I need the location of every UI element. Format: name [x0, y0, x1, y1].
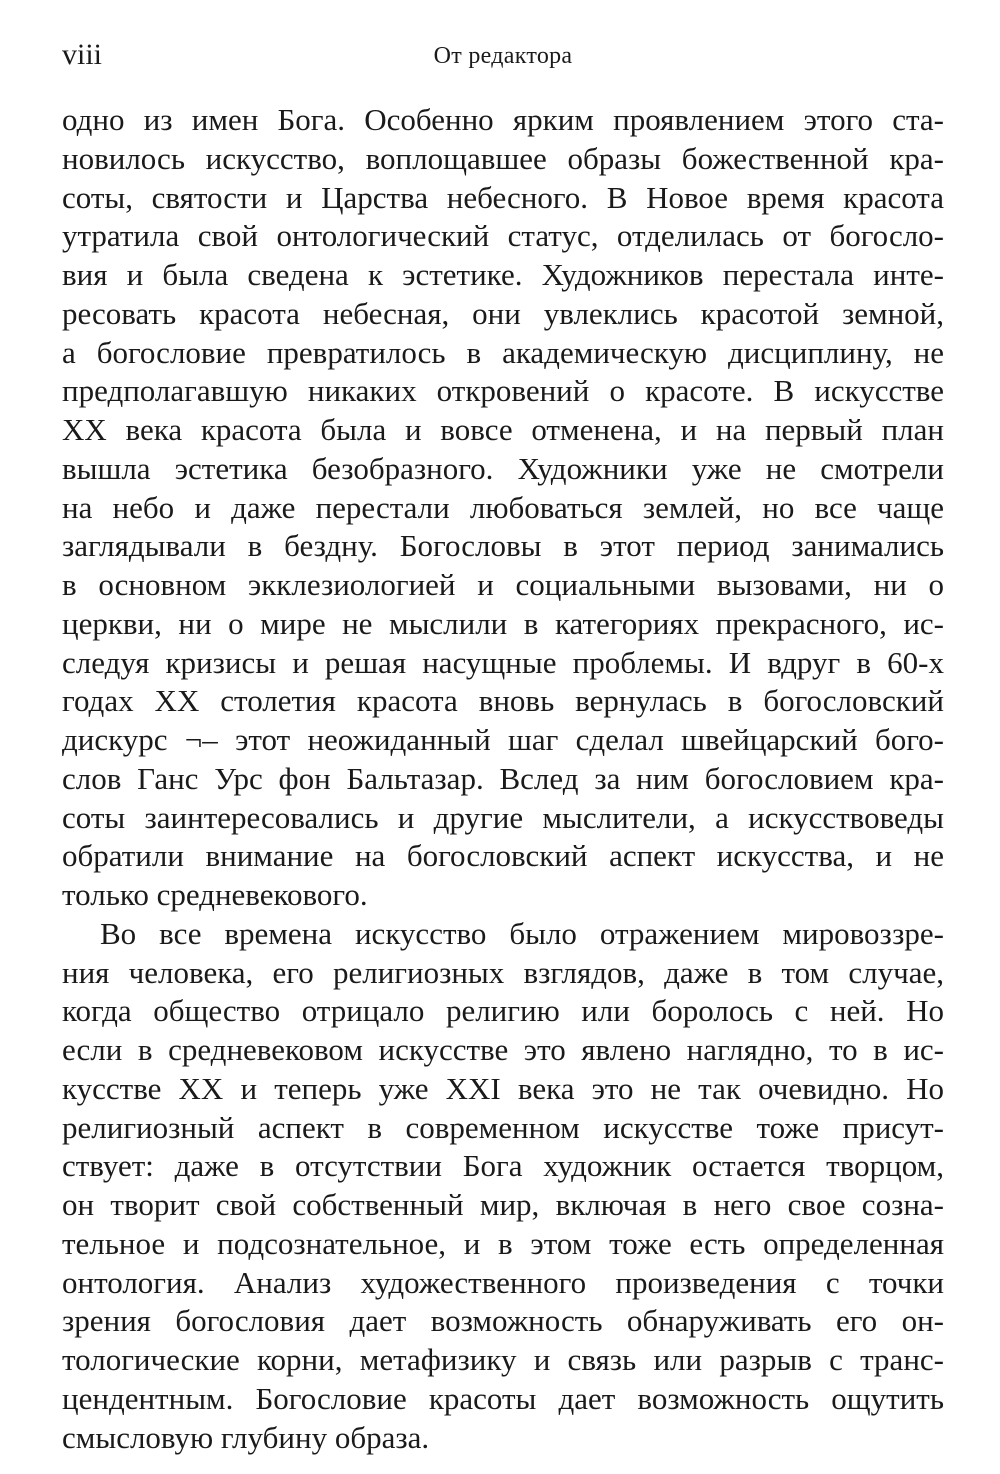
- text-line: онтология. Анализ художественного произведения с точки: [62, 1264, 944, 1300]
- body-text: [62, 101, 944, 1457]
- text-line: следуя кризисы и решая насущные проблемы. И вдруг в 60-х: [62, 644, 944, 680]
- text-line: церкви, ни о мире не мыслили в категориях прекрасного, ис-: [62, 605, 944, 641]
- text-line: тологические корни, метафизику и связь или разрыв с транс-: [62, 1342, 944, 1377]
- text-line: на небо и даже перестали любоваться землей, но все чаще: [62, 489, 944, 525]
- book-page: [62, 0, 944, 1474]
- text-line: вия и была сведена к эстетике. Художников перестала инте-: [62, 257, 944, 292]
- paragraph: [62, 101, 944, 915]
- text-line: Во все времена искусство было отражением мировоззре-: [100, 915, 944, 951]
- text-line: в основном экклезиологией и социальными вызовами, ни о: [62, 567, 944, 602]
- text-line: соты заинтересовались и другие мыслители, а искусствоведы: [62, 799, 944, 835]
- text-line: религиозный аспект в современном искусстве тоже присут-: [62, 1109, 944, 1145]
- text-line: он творит свой собственный мир, включая в него свое созна-: [62, 1187, 944, 1222]
- text-line: ресовать красота небесная, они увлеклись красотой земной,: [62, 295, 944, 331]
- text-line: ствует: даже в отсутствии Бога художник остается творцом,: [62, 1148, 944, 1184]
- text-line: если в средневековом искусстве это явлено наглядно, то в ис-: [62, 1032, 944, 1067]
- text-line: годах XX столетия красота вновь вернулась в богословский: [62, 683, 944, 719]
- text-line: цендентным. Богословие красоты дает возможность ощутить: [62, 1380, 944, 1416]
- text-line: соты, святости и Царства небесного. В Новое время красота: [62, 179, 944, 215]
- text-line: предполагавшую никаких откровений о красоте. В искусстве: [62, 373, 944, 409]
- text-line: смысловую глубину образа.: [62, 1419, 430, 1455]
- running-header: [62, 38, 944, 72]
- paragraph: [62, 915, 944, 1458]
- text-line: вышла эстетика безобразного. Художники уже не смотрели: [62, 450, 944, 486]
- text-line: одно из имен Бога. Особенно ярким проявлением этого ста-: [62, 102, 944, 137]
- running-title: От редактора: [433, 43, 573, 69]
- text-line: слов Ганс Урс фон Бальтазар. Вслед за ним богословием кра-: [62, 760, 944, 796]
- text-line: ния человека, его религиозных взглядов, даже в том случае,: [62, 954, 944, 990]
- page-number: viii: [62, 38, 103, 71]
- text-line: а богословие превратилось в академическую дисциплину, не: [62, 334, 944, 370]
- text-line: обратили внимание на богословский аспект искусства, и не: [62, 838, 944, 874]
- text-line: XX века красота была и вовсе отменена, и на первый план: [62, 412, 944, 447]
- text-line: заглядывали в бездну. Богословы в этот период занимались: [62, 528, 944, 564]
- text-line: новилось искусство, воплощавшее образы божественной кра-: [62, 140, 944, 176]
- text-line: кусстве XX и теперь уже XXI века это не так очевидно. Но: [62, 1070, 944, 1106]
- text-line: тельное и подсознательное, и в этом тоже есть определенная: [62, 1225, 944, 1261]
- text-line: утратила свой онтологический статус, отделилась от богосло-: [62, 218, 944, 254]
- text-line: зрения богословия дает возможность обнаруживать его он-: [62, 1303, 944, 1339]
- text-line: когда общество отрицало религию или боролось с ней. Но: [62, 993, 944, 1029]
- text-line: только средневекового.: [62, 877, 368, 912]
- text-line: дискурс ¬– этот неожиданный шаг сделал швейцарский бого-: [62, 722, 944, 757]
